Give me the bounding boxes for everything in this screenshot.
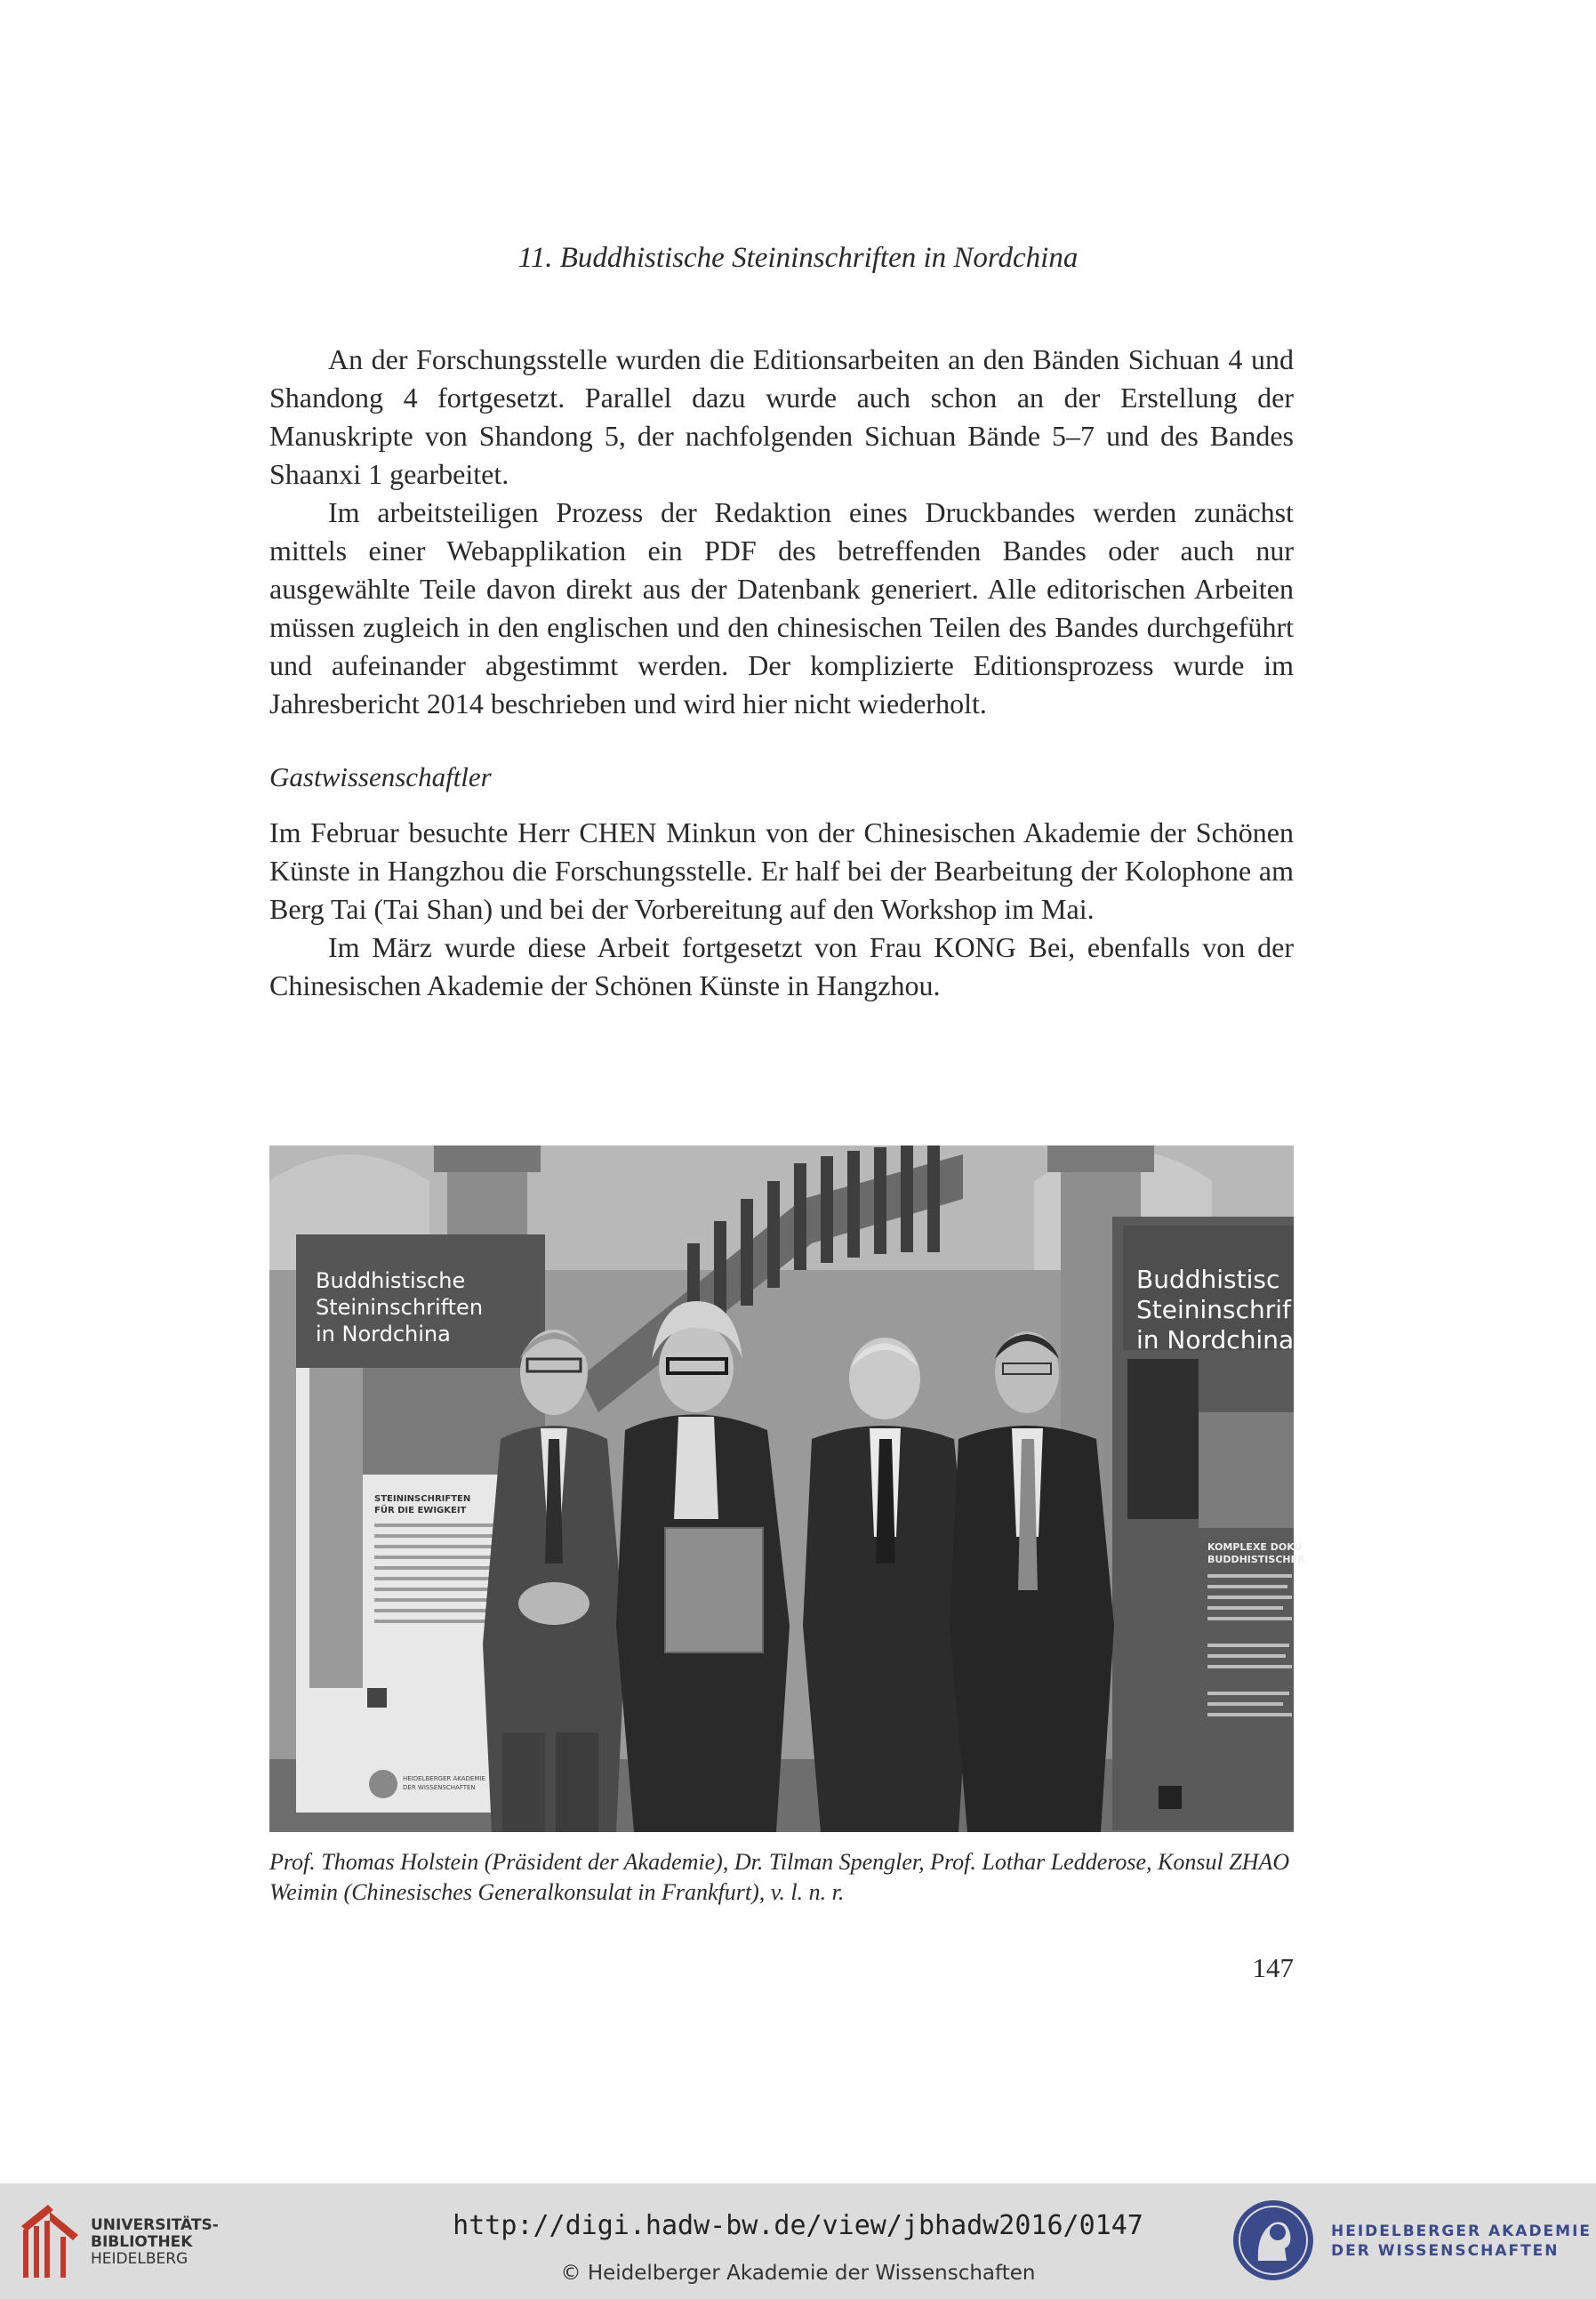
ub-line-2: BIBLIOTHEK bbox=[91, 2233, 193, 2251]
banner-right-line-3: in Nordchina bbox=[1136, 1325, 1295, 1354]
group-photo-illustration bbox=[269, 1145, 1305, 1832]
section-gastwissenschaftler bbox=[269, 758, 1294, 1005]
document-url-link[interactable]: http://digi.hadw-bw.de/view/jbhadw2016/0147 bbox=[453, 2210, 1143, 2241]
banner-left-sub-2: FÜR DIE EWIGKEIT bbox=[374, 1506, 467, 1515]
banner-right-sub-2: BUDDHISTISCHER bbox=[1207, 1554, 1305, 1565]
banner-left-footer-1: HEIDELBERGER AKADEMIE bbox=[403, 1775, 485, 1782]
ub-line-3: HEIDELBERG bbox=[91, 2250, 188, 2268]
banner-left-footer-2: DER WISSENSCHAFTEN bbox=[403, 1784, 476, 1791]
paragraph-4: Im März wurde diese Arbeit fortgesetzt von Frau KONG Bei, ebenfalls von der Chinesischen Akademie der Schönen Künste in Hangzhou. bbox=[269, 931, 1294, 1001]
banner-left-line-1: Buddhistische bbox=[316, 1268, 466, 1293]
banner-right-sub-1: KOMPLEXE DOKU bbox=[1207, 1541, 1303, 1553]
academy-seal-logo-icon[interactable] bbox=[1231, 2199, 1315, 2282]
academy-name bbox=[1331, 2222, 1592, 2261]
running-head: 11. Buddhistische Steininschriften in Nordchina bbox=[517, 242, 1079, 274]
hadw-line-2: DER WISSENSCHAFTEN bbox=[1331, 2242, 1560, 2260]
paragraph-3: Im Februar besuchte Herr CHEN Minkun von der Chinesischen Akademie der Schönen Künste in Hangzhou die Forschungsstelle. Er half bei der Bearbeitung der Kolophone am Berg Tai (Tai Shan) und bei der Vorbereitung auf den Workshop im Mai. bbox=[269, 816, 1294, 925]
banner-left-line-3: in Nordchina bbox=[316, 1322, 451, 1346]
group-photo bbox=[269, 1145, 1305, 1832]
banner-left-sub-1: STEININSCHRIFTEN bbox=[374, 1494, 471, 1504]
banner-right-line-1: Buddhistisc bbox=[1136, 1265, 1280, 1294]
body-text bbox=[269, 341, 1294, 723]
photo-caption: Prof. Thomas Holstein (Präsident der Akademie), Dr. Tilman Spengler, Prof. Lothar Ledderose, Konsul ZHAO Weimin (Chinesisches Generalkonsulat in Frankfurt), v. l. n. r. bbox=[269, 1849, 1290, 1905]
ub-line-1: UNIVERSITÄTS- bbox=[91, 2216, 219, 2234]
section-heading: Gastwissenschaftler bbox=[269, 761, 492, 792]
hadw-line-1: HEIDELBERGER AKADEMIE bbox=[1331, 2223, 1592, 2240]
banner-right-line-2: Steininschrif bbox=[1136, 1295, 1291, 1324]
paragraph-1: An der Forschungsstelle wurden die Editionsarbeiten an den Bänden Sichuan 4 und Shandong 4 fortgesetzt. Parallel dazu wurde auch schon an der Erstellung der Manuskripte von Shandong 5, der nachfolgenden Sichuan Bände 5–7 und des Bandes Shaanxi 1 gearbeitet. bbox=[269, 343, 1294, 490]
banner-left-line-2: Steininschriften bbox=[316, 1295, 484, 1320]
footer-bar bbox=[0, 2183, 1596, 2299]
copyright-notice: © Heidelberger Akademie der Wissenschaften bbox=[560, 2262, 1036, 2285]
paragraph-2: Im arbeitsteiligen Prozess der Redaktion eines Druckbandes werden zunächst mittels einer Webapplikation ein PDF des betreffenden Bandes oder auch nur ausgewählte Teile davon direkt aus der Datenbank generiert. Alle editorischen Arbeiten müssen zugleich in den englischen und den chinesischen Teilen des Bandes durchgeführt und aufeinander abgestimmt werden. Der komplizierte Editionsprozess wurde im Jahresbericht 2014 beschrieben und wird hier nicht wiederholt. bbox=[269, 496, 1294, 719]
page-number: 147 bbox=[1252, 1952, 1294, 1983]
